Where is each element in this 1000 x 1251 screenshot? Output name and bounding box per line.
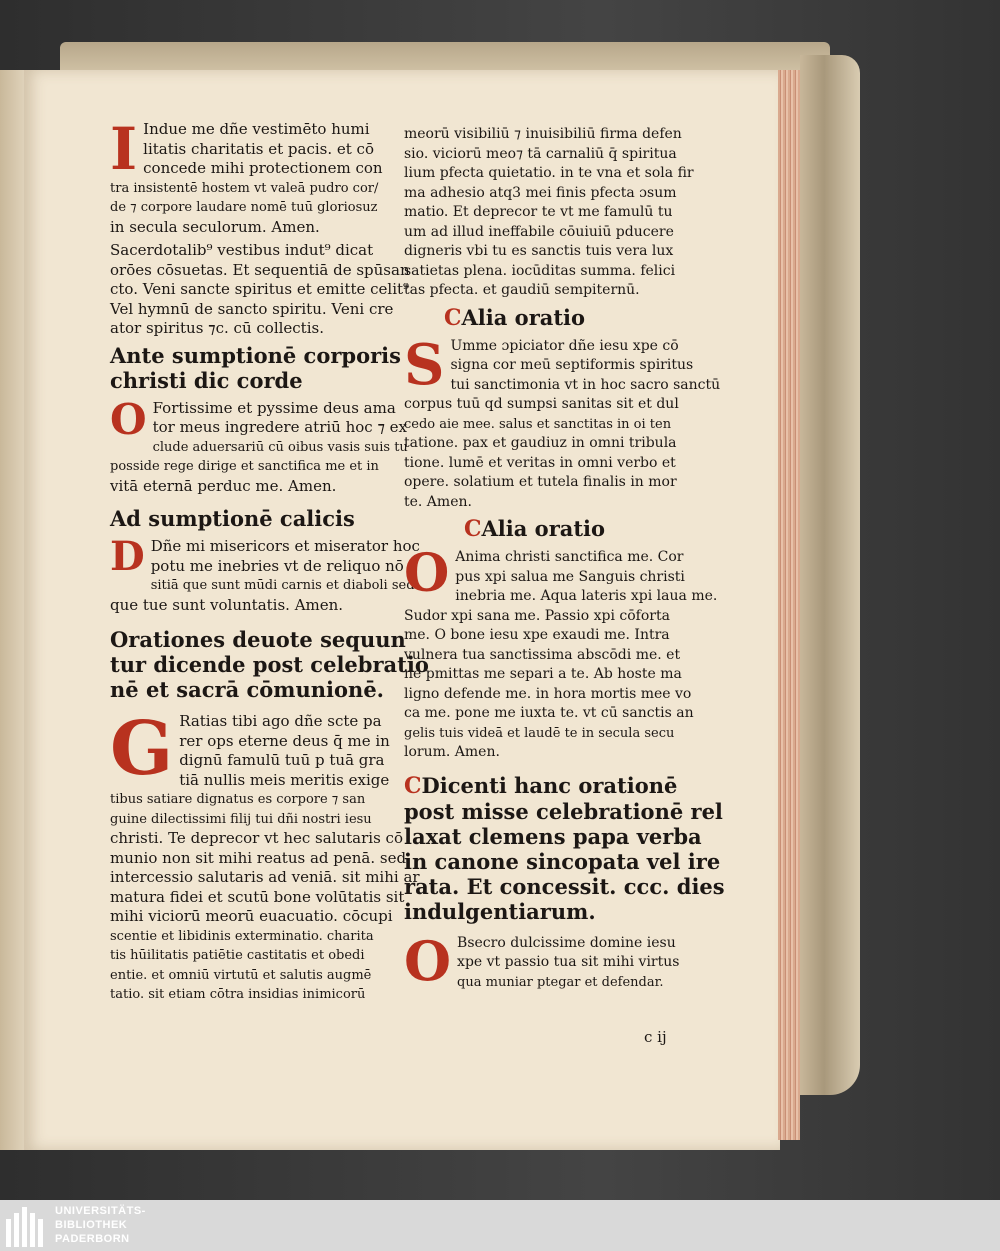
text-line: ne pmittas me separi a te. Ab hoste ma	[404, 666, 682, 682]
text-line: Umme ɔpiciator dñe iesu xpe cō	[450, 337, 679, 354]
text-line: entie. et omniū virtutū et salutis augmē	[110, 967, 372, 983]
text-line: um ad illud ineffabile cōuiuiū pducere	[404, 223, 674, 240]
left-column	[110, 115, 429, 1009]
text-line: tatione. pax et gaudiuz in omni tribula	[404, 435, 677, 451]
text-line: matura fidei et scutū bone volūtatis sit	[110, 887, 405, 906]
text-line: intercessio salutaris ad veniā. sit mihi ar	[110, 868, 420, 886]
book-binding	[800, 55, 860, 1095]
library-name	[55, 1204, 146, 1246]
text-line: Fortissime et pyssime deus ama	[152, 398, 396, 417]
text-line: Bsecro dulcissime domine iesu	[457, 934, 676, 951]
signature-mark: c ij	[644, 1028, 667, 1046]
text-line: tra insistentē hostem vt valeā pudro cor/	[110, 180, 379, 196]
initial-i: I	[110, 115, 138, 183]
heading-line: Ad sumptionē calicis	[110, 506, 355, 531]
text-line: litatis charitatis et pacis. et cō	[143, 139, 374, 158]
initial-g: G	[110, 706, 174, 792]
text-line: Sacerdotalib⁹ vestibus indut⁹ dicat	[110, 241, 374, 259]
heading-line: laxat clemens papa verba	[404, 823, 702, 849]
text-line: rer ops eterne deus q̄ me in	[179, 731, 390, 750]
text-line: posside rege dirige et sanctifica me et in	[110, 459, 379, 474]
text-line: lorum. Amen.	[404, 744, 500, 760]
rubric-c-mark: C	[464, 516, 482, 542]
initial-o: O	[110, 394, 147, 444]
left-para-4	[110, 533, 420, 615]
text-line: tis hūilitatis patiētie castitatis et obedi	[110, 948, 365, 963]
text-line: inebria me. Aqua lateris xpi laua me.	[455, 588, 718, 604]
right-para-3	[404, 543, 718, 763]
text-line: clude aduersariū cū oibus vasis suis tu	[152, 439, 408, 455]
text-line: tui sanctimonia vt in hoc sacro sanctū	[450, 376, 721, 393]
heading-line: Orationes deuote sequun	[110, 627, 406, 652]
text-line: xpe vt passio tua sit mihi virtus	[457, 954, 680, 970]
text-line: Anima christi sanctifica me. Cor	[455, 549, 684, 565]
initial-d: D	[110, 533, 145, 580]
text-line: corpus tuū qd sumpsi sanitas sit et dul	[404, 396, 679, 412]
page-edges	[778, 70, 800, 1140]
text-line: guine dilectissimi filij tui dñi nostri iesu	[110, 811, 372, 827]
library-name-line: BIBLIOTHEK	[55, 1219, 128, 1231]
heading-line: nē et sacrā cōmunionē.	[110, 677, 384, 702]
library-name-line: PADERBORN	[55, 1233, 130, 1245]
text-line: meorū visibiliū ⁊ inuisibiliū firma defen	[404, 126, 682, 142]
text-line: tiā nullis meis meritis exige	[179, 770, 390, 789]
text-line: matio. Et deprecor te vt me famulū tu	[404, 204, 673, 220]
rubric-c-mark: C	[404, 772, 422, 799]
heading-line: tur dicende post celebratio	[110, 652, 429, 677]
library-logo-icon	[6, 1205, 48, 1247]
text-line: Ratias tibi ago dñe scte pa	[179, 712, 382, 730]
text-line: concede mihi protectionem con	[143, 159, 383, 177]
right-para-4	[404, 928, 704, 993]
text-line: in secula seculorum. Amen.	[110, 217, 320, 236]
text-line: sio. viciorū meo⁊ tā carnaliū q̄ spiritua	[404, 145, 677, 162]
heading-line: post misse celebrationē rel	[404, 798, 723, 824]
text-line: Indue me dñe vestimēto humi	[143, 120, 370, 138]
text-line: christi. Te deprecor vt hec salutaris cō	[110, 829, 403, 847]
right-para-2	[404, 331, 721, 513]
text-line: tor meus ingredere atriū hoc ⁊ ex	[152, 418, 408, 436]
text-line: potu me inebries vt de reliquo nō	[150, 556, 404, 575]
left-para-3	[110, 394, 410, 497]
heading-dicenti	[404, 772, 725, 924]
text-line: satietas plena. iocūditas summa. felici	[404, 262, 676, 279]
text-line: tibus satiare dignatus es corpore ⁊ san	[110, 792, 366, 807]
text-line: gelis tuis videā et laudē te in secula secu	[404, 725, 675, 741]
heading-line: in canone sincopata vel ire	[404, 848, 721, 874]
text-line: te. Amen.	[404, 493, 472, 510]
text-line: de ⁊ corpore laudare nomē tuū gloriosuz	[110, 200, 378, 215]
left-para-1	[110, 115, 410, 237]
text-line: ligno defende me. in hora mortis mee vo	[404, 685, 692, 702]
heading-text: Alia oratio	[481, 516, 606, 541]
text-line: signa cor meū septiformis spiritus	[450, 357, 694, 373]
text-line: lium pfecta quietatio. in te vna et sola fir	[404, 165, 694, 181]
text-line: orōes cōsuetas. Et sequentiā de spūsan	[110, 260, 410, 279]
text-line: qua muniar ptegar et defendar.	[457, 974, 664, 990]
book-page	[24, 70, 780, 1150]
text-line: tione. lumē et veritas in omni verbo et	[404, 454, 676, 471]
text-line: vulnera tua sanctissima abscōdi me. et	[404, 646, 681, 663]
library-name-line: UNIVERSITÄTS-	[55, 1205, 146, 1217]
initial-s: S	[404, 331, 445, 398]
text-line: Dñe mi misericors et miserator hoc	[150, 537, 420, 555]
text-line: dignū famulū tuū p tuā gra	[179, 751, 385, 769]
heading-orationes	[110, 627, 429, 702]
text-line: tatio. sit etiam cōtra insidias inimicorū	[110, 987, 366, 1002]
heading-line: indulgentiarum.	[404, 898, 596, 924]
text-line: cto. Veni sancte spiritus et emitte celit⁹	[110, 280, 410, 298]
text-line: me. O bone iesu xpe exaudi me. Intra	[404, 627, 670, 643]
text-line: Sudor xpi sana me. Passio xpi cōforta	[404, 607, 670, 624]
heading-line: Ante sumptionē corporis	[110, 342, 401, 368]
text-line: munio non sit mihi reatus ad penā. sed	[110, 848, 407, 867]
heading-text: Dicenti hanc orationē	[421, 772, 678, 798]
text-line: mihi viciorū meorū euacuatio. cōcupi	[110, 907, 393, 925]
library-footer	[0, 1200, 1000, 1251]
rubric-c-mark: C	[444, 304, 462, 331]
text-line: que tue sunt voluntatis. Amen.	[110, 595, 344, 614]
text-line: sitiā que sunt mūdi carnis et diaboli sed	[150, 578, 415, 593]
text-line: digneris vbi tu es sanctis tuis vera lux	[404, 243, 674, 259]
initial-o: O	[404, 928, 452, 993]
text-line: pus xpi salua me Sanguis christi	[455, 568, 685, 585]
heading-text: Alia oratio	[461, 304, 586, 330]
right-column	[404, 125, 725, 996]
heading-line: christi dic corde	[110, 367, 303, 393]
text-line: tas pfecta. et gaudiū sempiternū.	[404, 282, 640, 298]
heading-alia-oratio-2	[404, 516, 704, 542]
text-line: vitā eternā perduc me. Amen.	[110, 476, 337, 495]
heading-alia-oratio-1	[404, 305, 704, 331]
text-line: ca me. pone me iuxta te. vt cū sanctis an	[404, 705, 694, 721]
text-line: scentie et libidinis exterminatio. charita	[110, 928, 374, 944]
heading-line	[404, 773, 704, 799]
left-para-2	[110, 241, 410, 339]
text-line: opere. solatium et tutela finalis in mor	[404, 474, 677, 490]
right-para-1	[404, 125, 704, 301]
text-line: Vel hymnū de sancto spiritu. Veni cre	[110, 299, 394, 318]
left-para-5	[110, 706, 420, 1005]
text-line: cedo aie mee. salus et sanctitas in oi ten	[404, 416, 672, 432]
heading-ad-sumptione	[110, 506, 410, 531]
heading-line: rata. Et concessit. ccc. dies	[404, 873, 725, 899]
text-line: ma adhesio atq3 mei finis pfecta ɔsum	[404, 184, 677, 201]
initial-o: O	[404, 543, 450, 604]
heading-ante-sumptione	[110, 343, 410, 393]
text-line: ator spiritus ⁊c. cū collectis.	[110, 319, 324, 337]
